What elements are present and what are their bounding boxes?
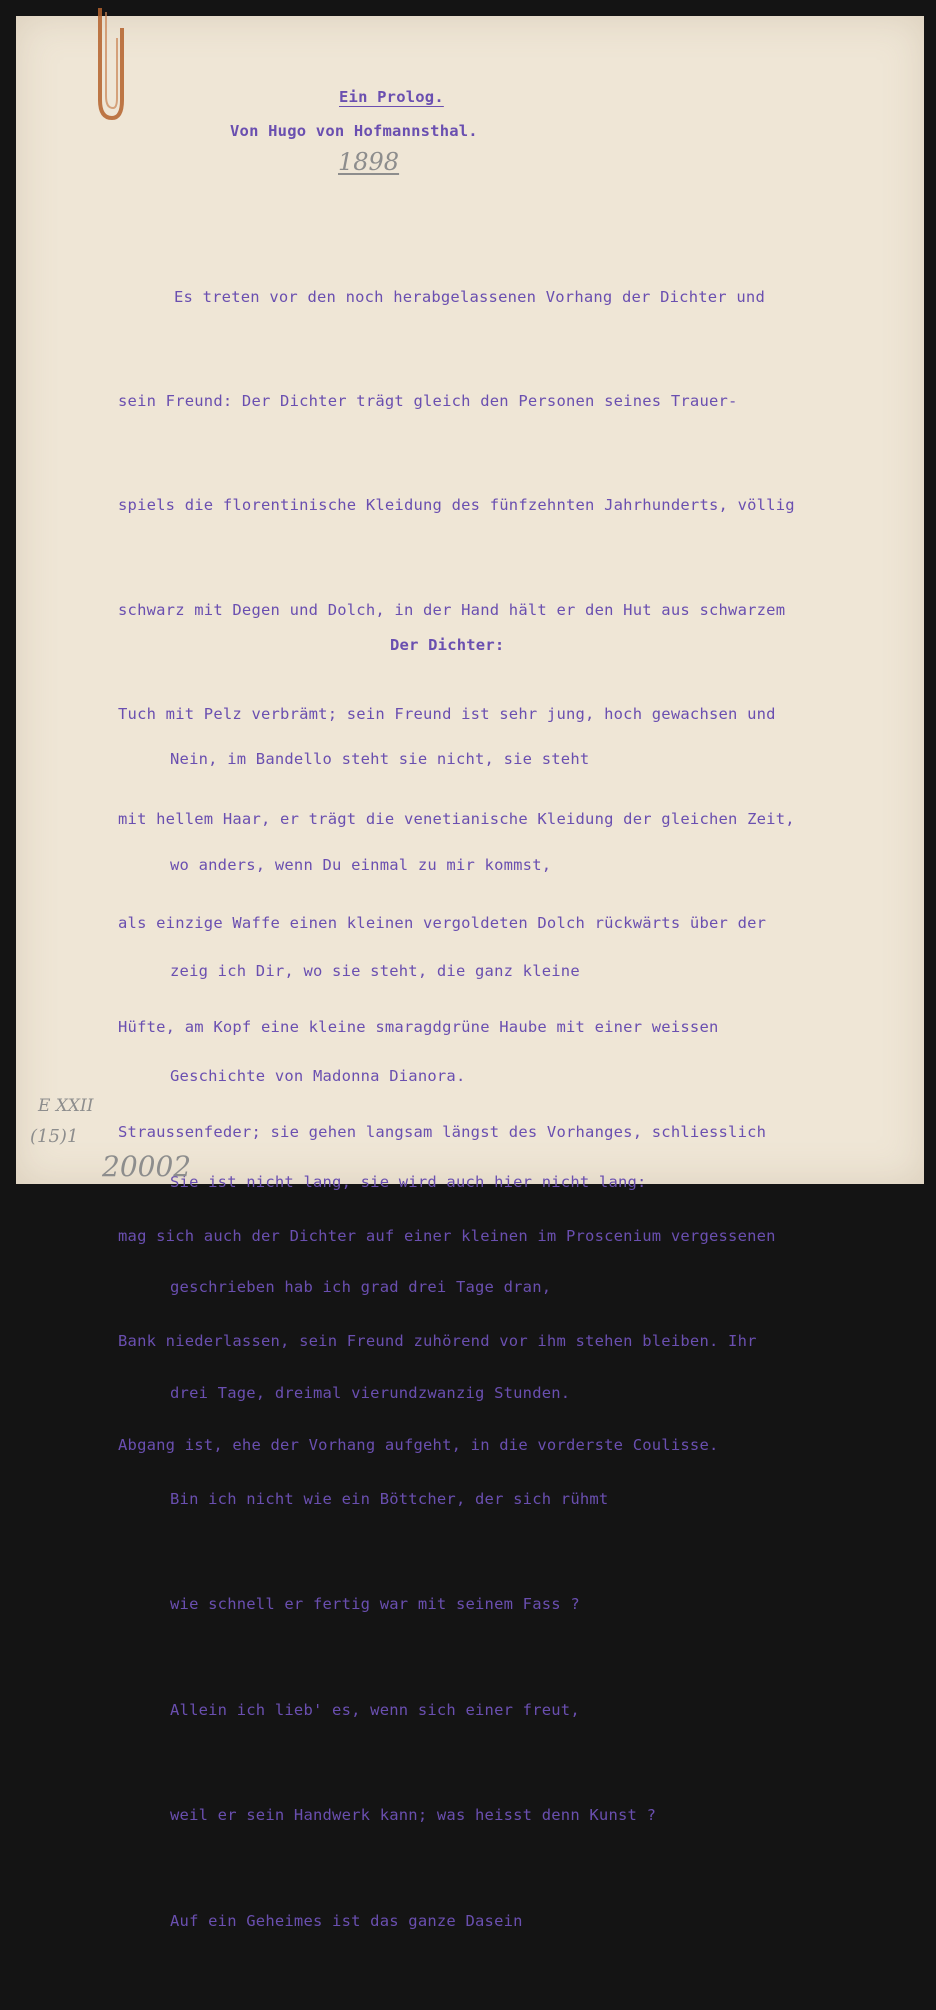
verse-line: Allein ich lieb' es, wenn sich einer freut, [170, 1700, 580, 1719]
text-line: als einzige Waffe einen kleinen vergoldeten Dolch rückwärts über der [118, 913, 767, 932]
document-author: Von Hugo von Hofmannsthal. [230, 122, 478, 140]
text-line: mag sich auch der Dichter auf einer kleinen im Proscenium vergessenen [118, 1227, 776, 1246]
text-line: Bank niederlassen, sein Freund zuhörend vor ihm stehen bleiben. Ihr [118, 1331, 757, 1350]
verse-line: Bin ich nicht wie ein Böttcher, der sich rühmt [170, 1489, 609, 1508]
verse-line: wie schnell er fertig war mit seinem Fass ? [170, 1595, 580, 1614]
verse-line: Nein, im Bandello steht sie nicht, sie steht [170, 750, 590, 769]
verse-line: Geschichte von Madonna Dianora. [170, 1067, 466, 1086]
document-title: Ein Prolog. [339, 88, 444, 106]
verse-line: drei Tage, dreimal vierundzwanzig Stunden. [170, 1383, 571, 1402]
speaker-label: Der Dichter: [390, 636, 505, 654]
handwritten-year: 1898 [338, 148, 400, 176]
archive-number: 20002 [102, 1150, 192, 1183]
text-line: Es treten vor den noch herabgelassenen Vorhang der Dichter und [174, 287, 765, 306]
verse-line: weil er sein Handwerk kann; was heisst denn Kunst ? [170, 1806, 657, 1825]
text-line: Straussenfeder; sie gehen langsam längst des Vorhanges, schliesslich [118, 1122, 767, 1141]
verse-line: Auf ein Geheimes ist das ganze Dasein [170, 1911, 523, 1930]
text-line: Tuch mit Pelz verbrämt; sein Freund ist sehr jung, hoch gewachsen und [118, 705, 776, 724]
text-line: Abgang ist, ehe der Vorhang aufgeht, in die vorderste Coulisse. [118, 1435, 719, 1454]
text-line: Hüfte, am Kopf eine kleine smaragdgrüne Haube mit einer weissen [118, 1018, 719, 1037]
paperclip-icon [86, 8, 126, 128]
document-page [16, 16, 924, 1930]
archive-folder-mark: (15)1 [30, 1126, 79, 1147]
text-line: schwarz mit Degen und Dolch, in der Hand hält er den Hut aus schwarzem [118, 600, 786, 619]
text-line: mit hellem Haar, er trägt die venetianische Kleidung der gleichen Zeit, [118, 809, 795, 828]
text-line: sein Freund: Der Dichter trägt gleich den Personen seines Trauer- [118, 391, 738, 410]
verse-line: Sie ist nicht lang, sie wird auch hier nicht lang: [170, 1172, 647, 1191]
verse-line: zeig ich Dir, wo sie steht, die ganz kleine [170, 961, 580, 980]
verse-block [170, 672, 656, 2010]
text-line: spiels die florentinische Kleidung des fünfzehnten Jahrhunderts, völlig [118, 496, 795, 515]
archive-shelf-mark: E XXII [38, 1096, 94, 1116]
verse-line: geschrieben hab ich grad drei Tage dran, [170, 1278, 552, 1297]
verse-line: wo anders, wenn Du einmal zu mir kommst, [170, 856, 552, 874]
